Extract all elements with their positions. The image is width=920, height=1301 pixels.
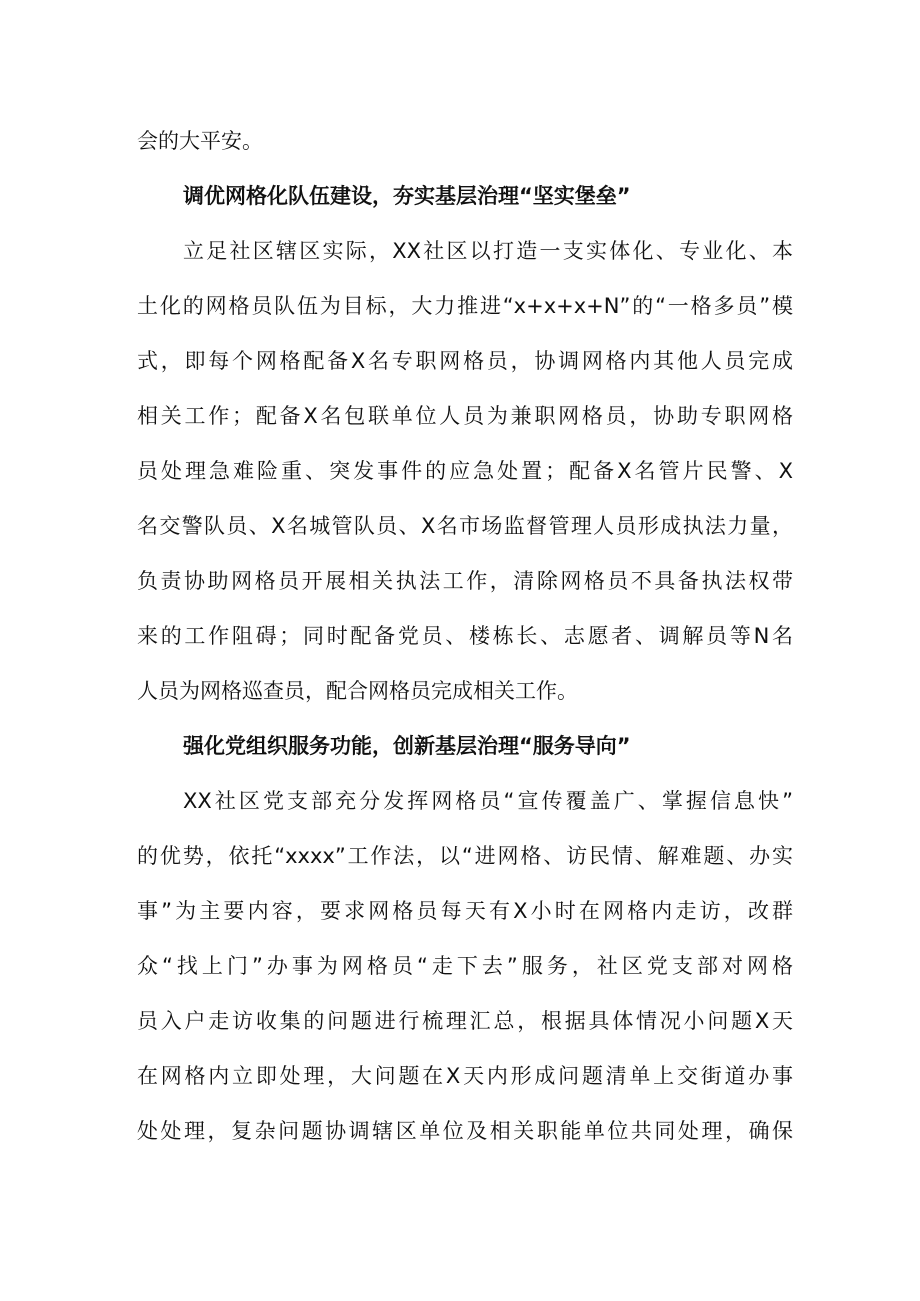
paragraph-line: 的优势，依托“xxxx”工作法，以“进网格、访民情、解难题、办实	[137, 844, 793, 868]
paragraph-line: 员处理急难险重、突发事件的应急处置；配备X名管片民警、X	[137, 459, 793, 483]
paragraph-line: 会的大平安。	[137, 129, 263, 153]
paragraph-line: 员入户走访收集的问题进行梳理汇总，根据具体情况小问题X天	[137, 1009, 793, 1033]
paragraph-line: 人员为网格巡查员，配合网格员完成相关工作。	[137, 679, 578, 703]
section-heading: 强化党组织服务功能，创新基层治理“服务导向”	[183, 734, 631, 758]
paragraph-line: 事”为主要内容，要求网格员每天有X小时在网格内走访，改群	[137, 899, 793, 923]
paragraph-line: 式，即每个网格配备X名专职网格员，协调网格内其他人员完成	[137, 349, 793, 373]
paragraph-line: 来的工作阻碍；同时配备党员、楼栋长、志愿者、调解员等N名	[137, 624, 793, 648]
paragraph-line: XX社区党支部充分发挥网格员“宣传覆盖广、掌握信息快”	[183, 789, 793, 813]
paragraph-line: 土化的网格员队伍为目标，大力推进“x+x+x+N”的“一格多员”模	[137, 294, 793, 318]
paragraph-line: 处处理，复杂问题协调辖区单位及相关职能单位共同处理，确保	[137, 1119, 793, 1143]
paragraph-line: 在网格内立即处理，大问题在X天内形成问题清单上交街道办事	[137, 1064, 793, 1088]
paragraph-line: 立足社区辖区实际，XX社区以打造一支实体化、专业化、本	[183, 239, 793, 263]
section-heading: 调优网格化队伍建设，夯实基层治理“坚实堡垒”	[183, 184, 631, 208]
paragraph-line: 众“找上门”办事为网格员“走下去”服务，社区党支部对网格	[137, 954, 793, 978]
paragraph-line: 名交警队员、X名城管队员、X名市场监督管理人员形成执法力量，	[137, 514, 793, 538]
paragraph-line: 相关工作；配备X名包联单位人员为兼职网格员，协助专职网格	[137, 404, 793, 428]
paragraph-line: 负责协助网格员开展相关执法工作，清除网格员不具备执法权带	[137, 569, 793, 593]
